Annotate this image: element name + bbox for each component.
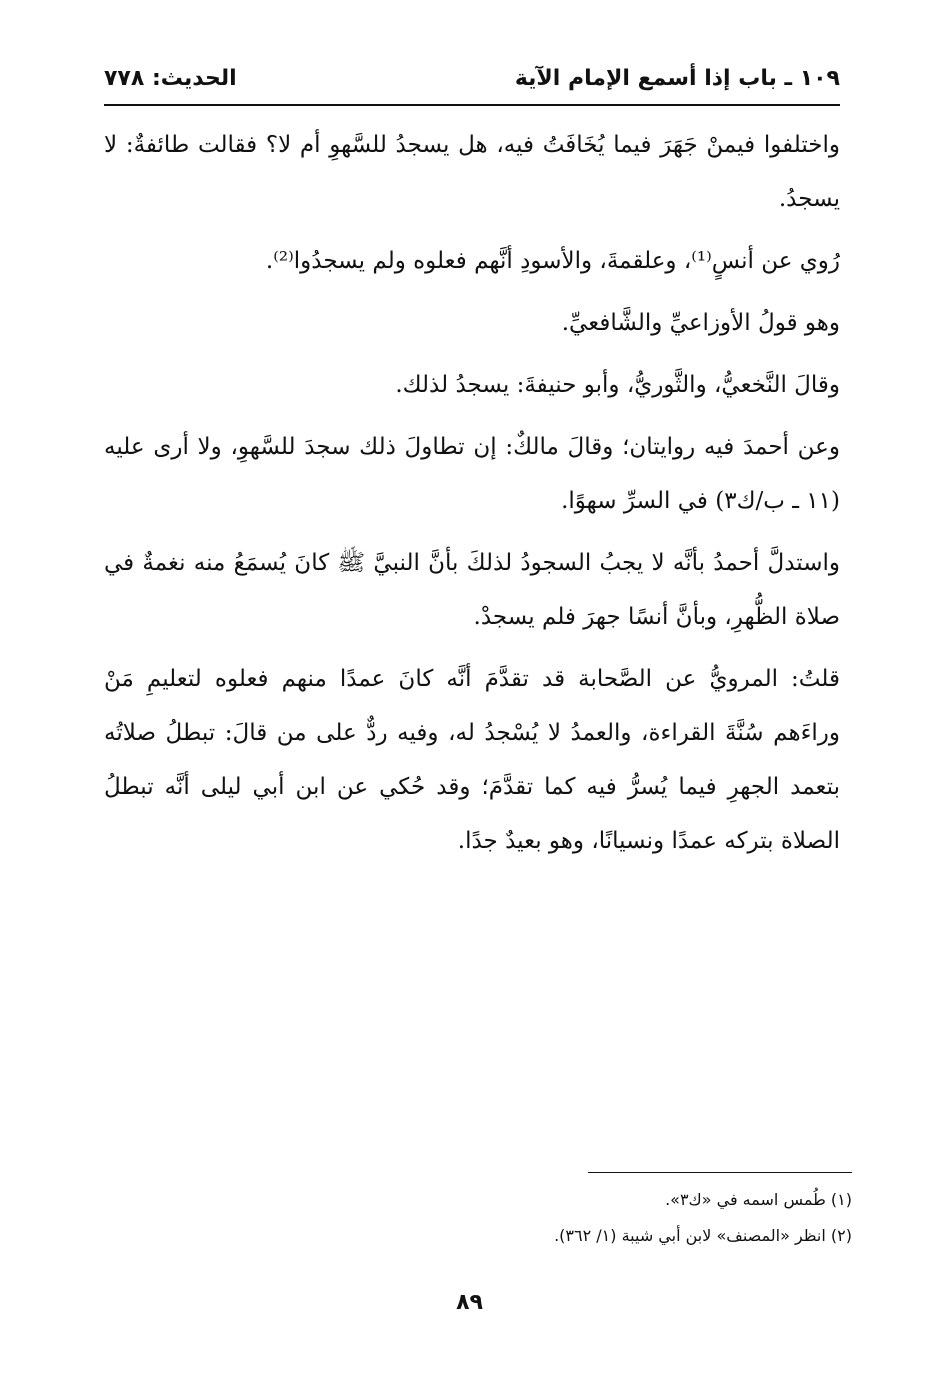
footnote-2: (٢) انظر «المصنف» لابن أبي شيبة (١/ ٣٦٢). <box>554 1226 852 1245</box>
footnote-divider <box>588 1172 852 1173</box>
page-number: ٨٩ <box>456 1290 483 1315</box>
footnote-1: (١) طُمس اسمه في «ك٣». <box>665 1190 852 1209</box>
main-text <box>104 118 840 876</box>
paragraph-6: واستدلَّ أحمدُ بأنَّه لا يجبُ السجودُ لذلكَ بأنَّ النبيَّ ﷺ كانَ يُسمَعُ منه نغمةٌ في صلاة الظُّهرِ، وبأنَّ أنسًا جهرَ فلم يسجدْ. <box>104 550 840 630</box>
paragraph-5: وعن أحمدَ فيه روايتان؛ وقالَ مالكٌ: إن تطاولَ ذلك سجدَ للسَّهوِ، ولا أرى عليه (١١ ـ ب/ك٣) في السرِّ سهوًا. <box>104 434 840 514</box>
running-header <box>104 58 840 102</box>
chapter-title: ١٠٩ ـ باب إذا أسمع الإمام الآية <box>514 66 840 91</box>
paragraph-4: وقالَ النَّخعيُّ، والثَّوريُّ، وأبو حنيفةَ: يسجدُ لذلك. <box>395 372 840 398</box>
footnotes <box>104 1182 852 1254</box>
paragraph-1: واختلفوا فيمنْ جَهَرَ فيما يُخَافَتُ فيه، هل يسجدُ للسَّهوِ أم لا؟ فقالت طائفةٌ: لا يسجدُ. <box>104 132 840 212</box>
header-divider <box>104 104 840 106</box>
paragraph-3: وهو قولُ الأوزاعيِّ والشَّافعيِّ. <box>561 310 840 336</box>
paragraph-7: قلتُ: المرويُّ عن الصَّحابة قد تقدَّمَ أنَّه كانَ عمدًا منهم فعلوه لتعليمِ مَنْ وراءَهم سُنَّةَ القراءة، والعمدُ لا يُسْجدُ له، وفيه ردٌّ على من قالَ: تبطلُ صلاتُه بتعمد الجهرِ فيما يُسرُّ فيه كما تقدَّمَ؛ وقد حُكي عن ابن أبي ليلى أنَّه تبطلُ الصلاة بتركه عمدًا ونسيانًا، وهو بعيدٌ جدًا. <box>104 666 840 854</box>
hadith-number: الحديث: ٧٧٨ <box>104 66 237 91</box>
paragraph-2: رُوي عن أنسٍ⁽¹⁾، وعلقمةَ، والأسودِ أنَّهم فعلوه ولم يسجدُوا⁽²⁾. <box>265 248 840 274</box>
